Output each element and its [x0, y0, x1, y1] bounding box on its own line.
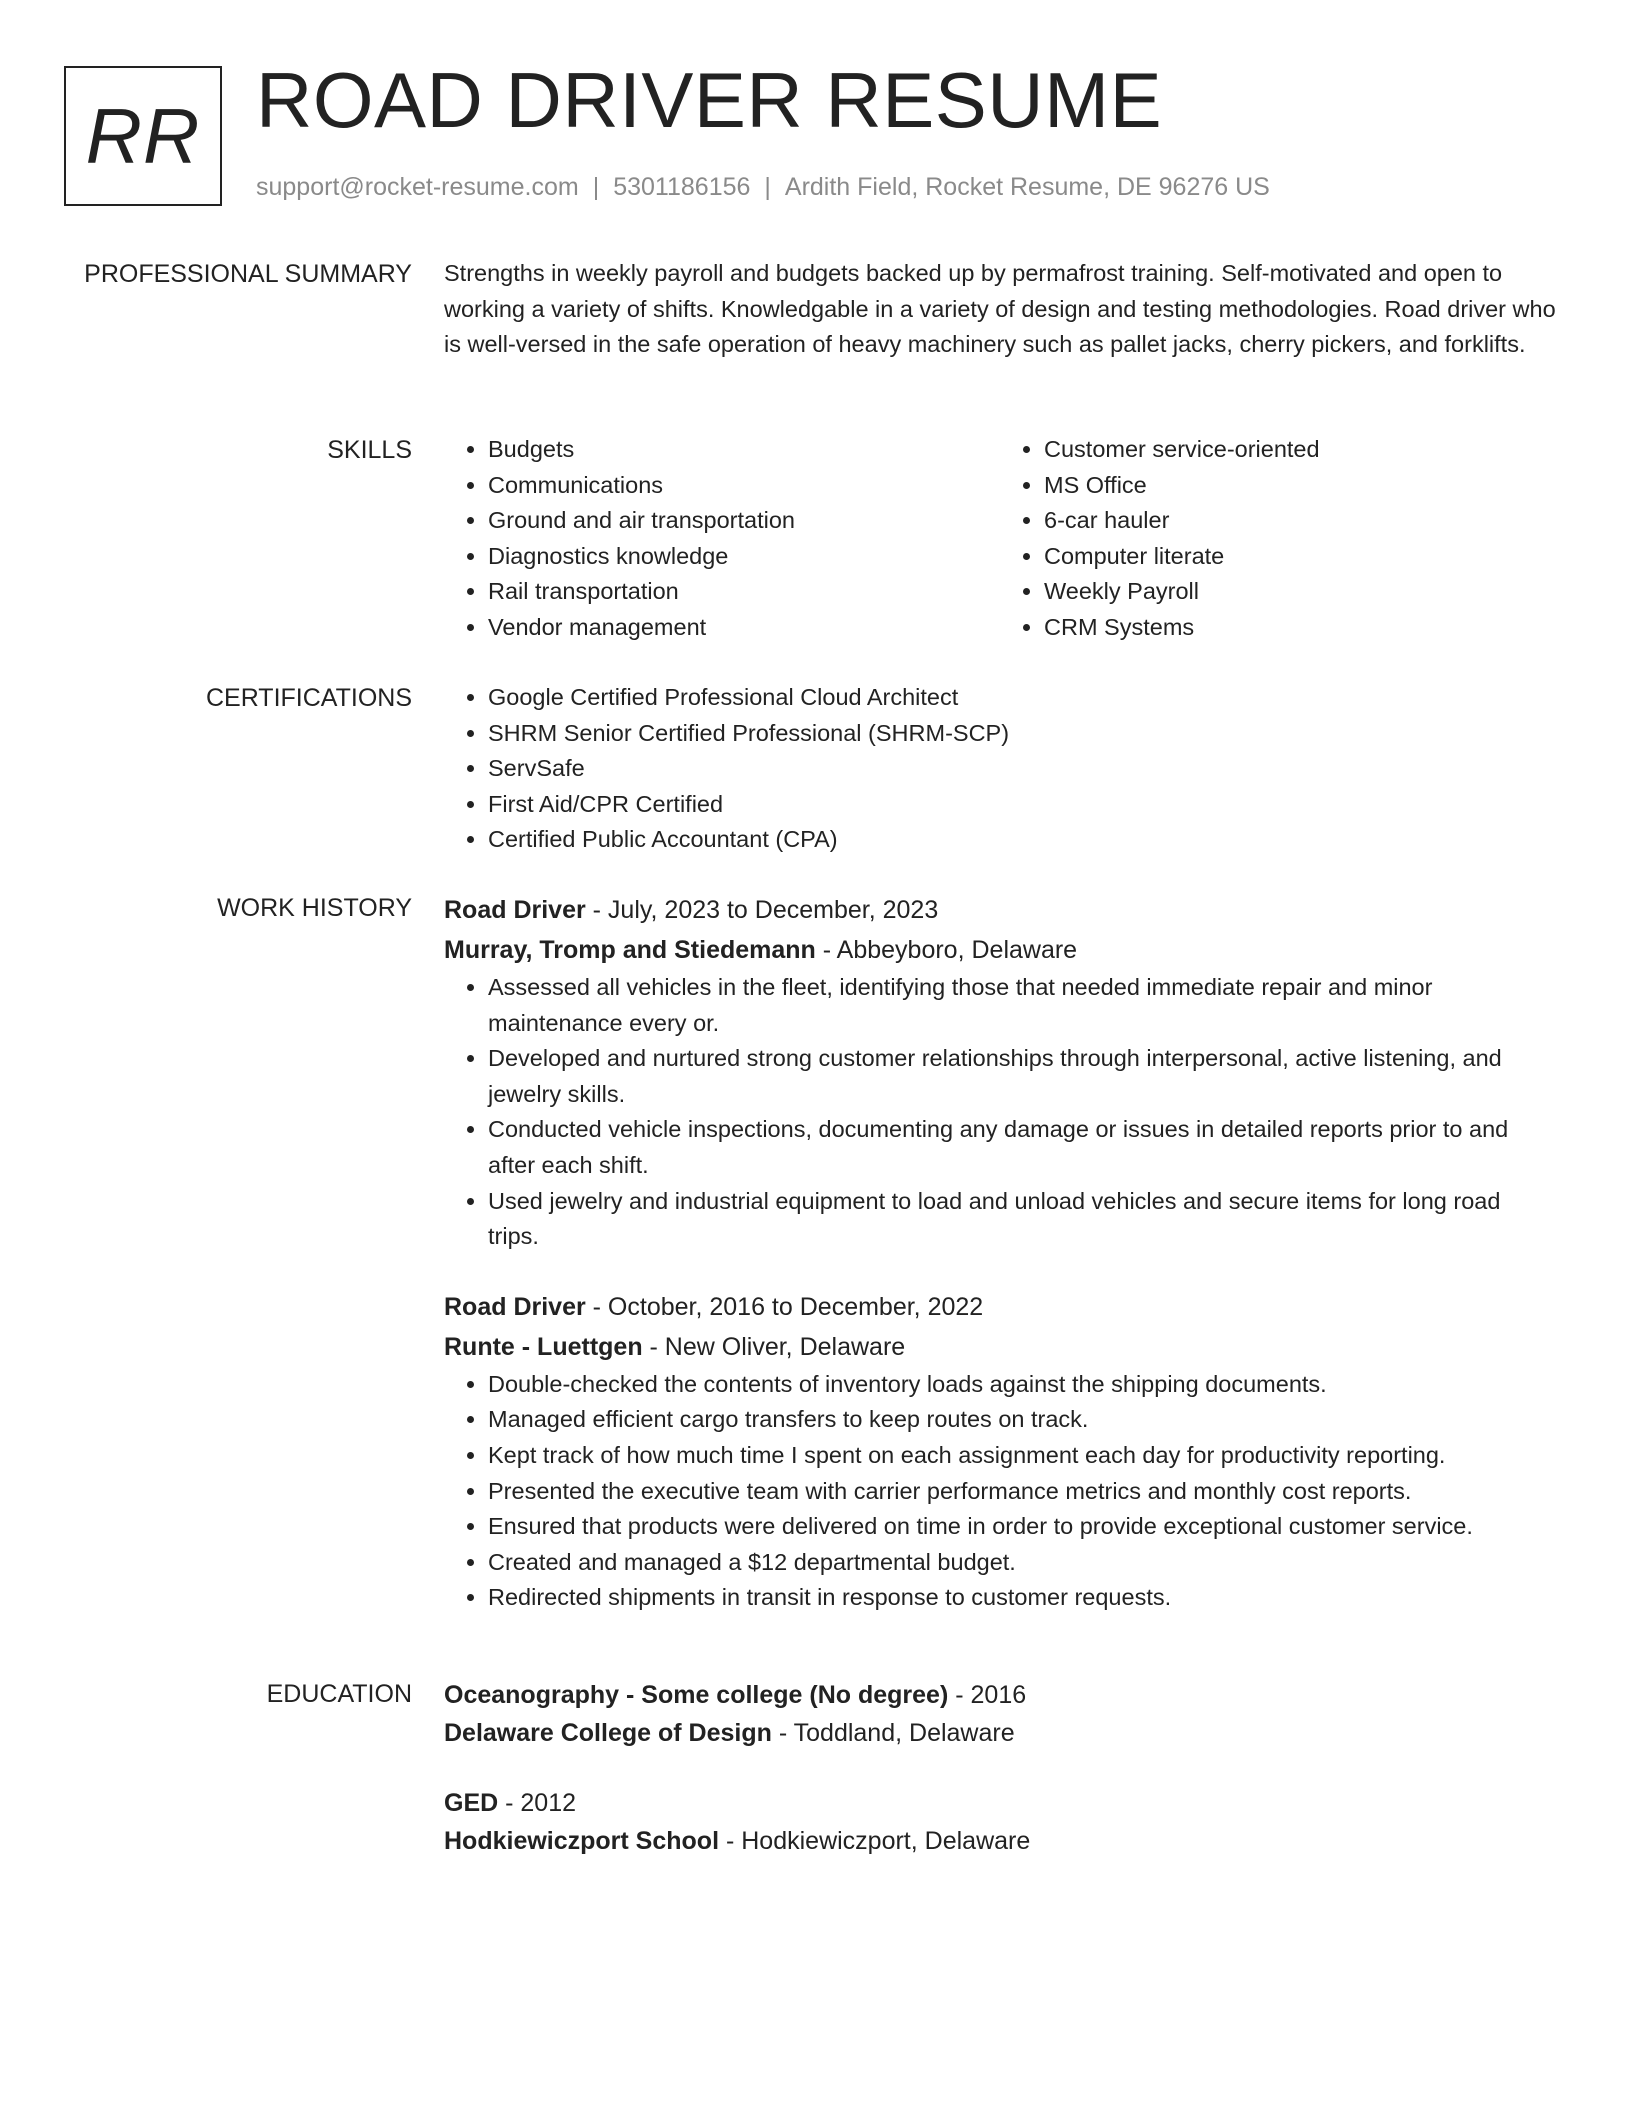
- job-duty: • Ensured that products were delivered on time in order to provide exceptional customer service.: [488, 1509, 1556, 1545]
- skill-item: • Weekly Payroll: [1044, 574, 1556, 610]
- work-history-body: [444, 890, 1556, 1616]
- job-duty: • Managed efficient cargo transfers to keep routes on track.: [488, 1402, 1556, 1438]
- education-school: Hodkiewiczport School: [444, 1827, 720, 1855]
- certification-item: • ServSafe: [488, 751, 1556, 787]
- job-entry: [444, 890, 1556, 1255]
- education-entry: [444, 1784, 1556, 1860]
- resume-title: ROAD DRIVER RESUME: [256, 56, 1163, 144]
- education-year: - 2012: [498, 1789, 577, 1817]
- section-label-skills: SKILLS: [327, 436, 412, 464]
- job-duty: • Conducted vehicle inspections, documenting any damage or issues in detailed reports prior to and after each shift.: [488, 1112, 1556, 1183]
- certifications-list: [444, 680, 1556, 858]
- education-degree: GED: [444, 1789, 499, 1817]
- job-title: Road Driver: [444, 896, 586, 924]
- job-entry: [444, 1287, 1556, 1616]
- summary-body: [444, 256, 1556, 363]
- education-year: - 2016: [948, 1681, 1027, 1709]
- skills-list-left: [444, 432, 1000, 646]
- job-title-line: [444, 890, 1556, 930]
- certifications-body: [444, 680, 1556, 858]
- skill-item: • MS Office: [1044, 468, 1556, 504]
- job-title: Road Driver: [444, 1292, 586, 1321]
- contact-phone: 5301186156: [613, 173, 751, 201]
- section-label-education: EDUCATION: [266, 1680, 412, 1708]
- education-school-line: [444, 1714, 1556, 1752]
- summary-text: Strengths in weekly payroll and budgets backed up by permafrost training. Self-motivated and open to working a variety of shifts. Knowledgable in a variety of design and testing methodologies. Road driver who is well-versed in the safe operation of heavy machinery such as pallet jacks, cherry pickers, and forklifts.: [444, 260, 1556, 358]
- job-duty: • Redirected shipments in transit in response to customer requests.: [488, 1580, 1556, 1616]
- education-degree-line: [444, 1784, 1556, 1822]
- education-school-line: [444, 1822, 1556, 1860]
- skill-item: • Customer service-oriented: [1044, 432, 1556, 468]
- job-duty: • Assessed all vehicles in the fleet, identifying those that needed immediate repair and minor maintenance every or.: [488, 970, 1556, 1041]
- skill-item: • Communications: [488, 468, 1000, 504]
- job-company-line: [444, 1327, 1556, 1367]
- job-duty: • Presented the executive team with carrier performance metrics and monthly cost reports.: [488, 1474, 1556, 1510]
- job-company: Murray, Tromp and Stiedemann: [444, 936, 816, 964]
- education-location: - Hodkiewiczport, Delaware: [719, 1827, 1031, 1855]
- contact-email: support@rocket-resume.com: [256, 173, 579, 201]
- skill-item: • Rail transportation: [488, 574, 1000, 610]
- job-location: - New Oliver, Delaware: [642, 1332, 906, 1361]
- certification-item: • SHRM Senior Certified Professional (SHRM-SCP): [488, 716, 1556, 752]
- job-duty: • Used jewelry and industrial equipment to load and unload vehicles and secure items for long road trips.: [488, 1184, 1556, 1255]
- certification-item: • Certified Public Accountant (CPA): [488, 822, 1556, 858]
- contact-separator: |: [592, 173, 600, 201]
- section-label-summary: PROFESSIONAL SUMMARY: [84, 260, 412, 288]
- education-entry: [444, 1676, 1556, 1752]
- job-dates: - October, 2016 to December, 2022: [585, 1292, 984, 1321]
- monogram-badge: RR: [64, 66, 222, 206]
- education-degree-line: [444, 1676, 1556, 1714]
- contact-separator: |: [764, 173, 771, 201]
- education-body: [444, 1676, 1556, 1860]
- skill-item: • Ground and air transportation: [488, 503, 1000, 539]
- skills-grid: [444, 432, 1556, 646]
- job-duty: • Created and managed a $12 departmental budget.: [488, 1545, 1556, 1581]
- job-dates: - July, 2023 to December, 2023: [585, 896, 939, 924]
- skill-item: • CRM Systems: [1044, 610, 1556, 646]
- contact-address: Ardith Field, Rocket Resume, DE 96276 US: [784, 173, 1270, 201]
- job-duty: • Double-checked the contents of inventory loads against the shipping documents.: [488, 1367, 1556, 1403]
- job-location: - Abbeyboro, Delaware: [815, 936, 1078, 964]
- skill-item: • 6-car hauler: [1044, 503, 1556, 539]
- education-degree: Oceanography - Some college (No degree): [444, 1681, 949, 1709]
- certification-item: • Google Certified Professional Cloud Architect: [488, 680, 1556, 716]
- job-duties-list: [444, 1367, 1556, 1616]
- section-label-work-history: WORK HISTORY: [217, 894, 412, 922]
- skills-list-right: [1000, 432, 1556, 646]
- skill-item: • Diagnostics knowledge: [488, 539, 1000, 575]
- certification-item: • First Aid/CPR Certified: [488, 787, 1556, 823]
- job-duties-list: [444, 970, 1556, 1255]
- job-company-line: [444, 930, 1556, 970]
- skill-item: • Vendor management: [488, 610, 1000, 646]
- job-duty: • Developed and nurtured strong customer relationships through interpersonal, active listening, and jewelry skills.: [488, 1041, 1556, 1112]
- skill-item: • Budgets: [488, 432, 1000, 468]
- education-location: - Toddland, Delaware: [771, 1719, 1015, 1747]
- section-label-certifications: CERTIFICATIONS: [205, 684, 412, 712]
- skill-item: • Computer literate: [1044, 539, 1556, 575]
- education-school: Delaware College of Design: [444, 1719, 772, 1747]
- job-title-line: [444, 1287, 1556, 1327]
- contact-line: [256, 172, 1270, 202]
- job-duty: • Kept track of how much time I spent on each assignment each day for productivity reporting.: [488, 1438, 1556, 1474]
- job-company: Runte - Luettgen: [444, 1332, 643, 1361]
